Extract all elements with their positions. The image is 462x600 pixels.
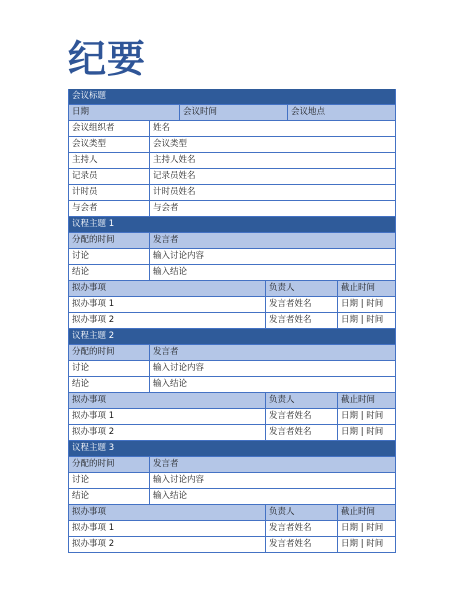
allotted-time-label[interactable]: 分配的时间 [72, 347, 115, 357]
action-item-header: 拟办事项 [72, 507, 107, 517]
deadline-time: 时间 [366, 411, 384, 421]
deadline-time: 时间 [366, 523, 384, 533]
discussion-value[interactable]: 输入讨论内容 [149, 361, 395, 376]
page-title: 纪要 [68, 37, 147, 81]
allotted-time-label[interactable]: 分配的时间 [72, 235, 115, 245]
deadline-separator: | [360, 523, 364, 533]
attendees-label: 与会者 [72, 203, 98, 213]
action-owner[interactable]: 发言者姓名 [265, 521, 337, 536]
field-row [69, 201, 395, 217]
field-row [69, 121, 395, 137]
speaker-label[interactable]: 发言者 [149, 457, 395, 472]
deadline-separator: | [360, 539, 364, 549]
action-item[interactable]: 拟办事项 1 [72, 299, 115, 309]
owner-header: 负责人 [265, 505, 337, 520]
host-label: 主持人 [72, 155, 98, 165]
deadline-separator: | [360, 411, 364, 421]
topic-meta-row [69, 457, 395, 473]
table-row [69, 521, 395, 537]
meeting-title-cell[interactable]: 会议标题 [72, 91, 107, 101]
topic-header-row[interactable] [69, 441, 395, 457]
discussion-row [69, 473, 395, 489]
deadline-date: 日期 [341, 299, 359, 309]
table-row [69, 297, 395, 313]
deadline-separator: | [360, 299, 364, 309]
action-header-row [69, 281, 395, 297]
deadline-time: 时间 [366, 315, 384, 325]
attendees-value[interactable]: 与会者 [149, 201, 395, 216]
recorder-value[interactable]: 记录员姓名 [149, 169, 395, 184]
meeting-type-label: 会议类型 [72, 139, 107, 149]
table-row [69, 313, 395, 329]
deadline-separator: | [360, 315, 364, 325]
organizer-value[interactable]: 姓名 [149, 121, 395, 136]
deadline-date: 日期 [341, 411, 359, 421]
minutes-table [68, 89, 396, 553]
action-item[interactable]: 拟办事项 2 [72, 427, 115, 437]
action-item[interactable]: 拟办事项 1 [72, 411, 115, 421]
topic-title[interactable]: 议程主题 3 [72, 443, 115, 453]
deadline-separator: | [360, 427, 364, 437]
deadline-header: 截止时间 [337, 281, 395, 296]
conclusion-value[interactable]: 输入结论 [149, 265, 395, 280]
discussion-label: 讨论 [72, 363, 90, 373]
action-deadline[interactable] [337, 425, 395, 440]
date-label[interactable]: 日期 [72, 107, 90, 117]
recorder-label: 记录员 [72, 171, 98, 181]
meeting-type-value[interactable]: 会议类型 [149, 137, 395, 152]
table-row [69, 409, 395, 425]
timekeeper-value[interactable]: 计时员姓名 [149, 185, 395, 200]
action-item[interactable]: 拟办事项 2 [72, 539, 115, 549]
deadline-date: 日期 [341, 539, 359, 549]
owner-header: 负责人 [265, 393, 337, 408]
conclusion-row [69, 377, 395, 393]
action-owner[interactable]: 发言者姓名 [265, 425, 337, 440]
field-row [69, 153, 395, 169]
action-owner[interactable]: 发言者姓名 [265, 537, 337, 552]
action-deadline[interactable] [337, 297, 395, 312]
owner-header: 负责人 [265, 281, 337, 296]
action-owner[interactable]: 发言者姓名 [265, 409, 337, 424]
speaker-label[interactable]: 发言者 [149, 345, 395, 360]
deadline-time: 时间 [366, 427, 384, 437]
table-row [69, 537, 395, 553]
topic-header-row[interactable] [69, 217, 395, 233]
action-item[interactable]: 拟办事项 2 [72, 315, 115, 325]
discussion-row [69, 249, 395, 265]
field-row [69, 185, 395, 201]
action-deadline[interactable] [337, 409, 395, 424]
allotted-time-label[interactable]: 分配的时间 [72, 459, 115, 469]
action-item-header: 拟办事项 [72, 395, 107, 405]
conclusion-row [69, 489, 395, 505]
deadline-date: 日期 [341, 523, 359, 533]
deadline-time: 时间 [366, 539, 384, 549]
speaker-label[interactable]: 发言者 [149, 233, 395, 248]
topic-header-row[interactable] [69, 329, 395, 345]
table-row [69, 425, 395, 441]
action-owner[interactable]: 发言者姓名 [265, 297, 337, 312]
field-row [69, 137, 395, 153]
deadline-date: 日期 [341, 427, 359, 437]
timekeeper-label: 计时员 [72, 187, 98, 197]
meeting-info-row [69, 105, 395, 121]
location-label[interactable]: 会议地点 [287, 105, 395, 120]
topic-title[interactable]: 议程主题 2 [72, 331, 115, 341]
discussion-value[interactable]: 输入讨论内容 [149, 249, 395, 264]
conclusion-label: 结论 [72, 379, 90, 389]
meeting-title-row[interactable] [69, 89, 395, 105]
action-item[interactable]: 拟办事项 1 [72, 523, 115, 533]
action-deadline[interactable] [337, 537, 395, 552]
topic-meta-row [69, 345, 395, 361]
action-header-row [69, 393, 395, 409]
action-header-row [69, 505, 395, 521]
conclusion-value[interactable]: 输入结论 [149, 489, 395, 504]
deadline-time: 时间 [366, 299, 384, 309]
conclusion-row [69, 265, 395, 281]
time-label[interactable]: 会议时间 [179, 105, 287, 120]
deadline-date: 日期 [341, 315, 359, 325]
host-value[interactable]: 主持人姓名 [149, 153, 395, 168]
discussion-row [69, 361, 395, 377]
field-row [69, 169, 395, 185]
discussion-label: 讨论 [72, 475, 90, 485]
conclusion-label: 结论 [72, 491, 90, 501]
action-deadline[interactable] [337, 521, 395, 536]
discussion-value[interactable]: 输入讨论内容 [149, 473, 395, 488]
action-owner[interactable]: 发言者姓名 [265, 313, 337, 328]
topic-meta-row [69, 233, 395, 249]
deadline-header: 截止时间 [337, 393, 395, 408]
action-item-header: 拟办事项 [72, 283, 107, 293]
topic-title[interactable]: 议程主题 1 [72, 219, 115, 229]
organizer-label: 会议组织者 [72, 123, 115, 133]
deadline-header: 截止时间 [337, 505, 395, 520]
conclusion-label: 结论 [72, 267, 90, 277]
conclusion-value[interactable]: 输入结论 [149, 377, 395, 392]
discussion-label: 讨论 [72, 251, 90, 261]
action-deadline[interactable] [337, 313, 395, 328]
